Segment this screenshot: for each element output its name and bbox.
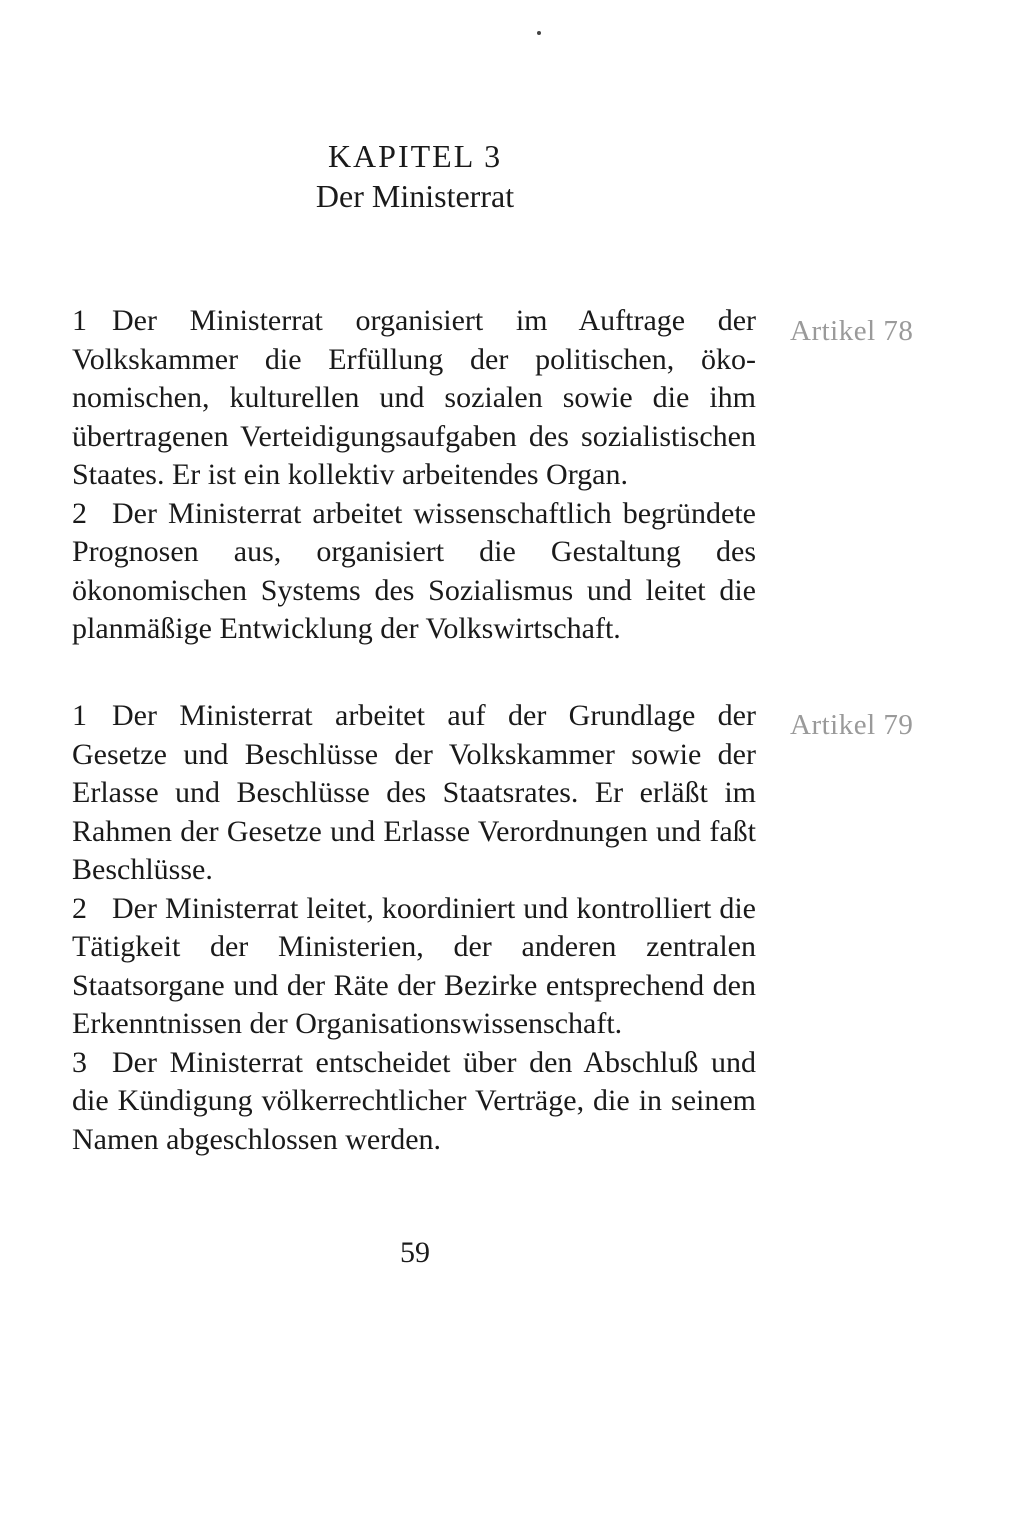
article-label-78: Artikel 78 xyxy=(790,315,914,347)
paragraph-text: Der Ministerrat arbeitet auf der Grundlage der Gesetze und Beschlüsse der Volkskammer sowie der Erlasse und Beschlüsse des Staatsrates. Er erläßt im Rahmen der Gesetze und Erlasse Verordnungen und faßt Beschlüsse. xyxy=(72,699,756,886)
article-paragraph xyxy=(72,302,756,495)
article-paragraph xyxy=(72,1044,756,1160)
page-number: 59 xyxy=(400,1236,430,1269)
article-79 xyxy=(72,697,756,1159)
article-paragraph xyxy=(72,697,756,890)
article-label-79: Artikel 79 xyxy=(790,709,914,741)
paragraph-text: Der Ministerrat arbeitet wissenschaftlich begründete Prognosen aus, organisiert die Gestaltung des ökonomischen Systems des Sozialismus und leitet die planmäßige Entwicklung der Volkswirtschaft. xyxy=(72,496,756,645)
paragraph-number: 3 xyxy=(72,1045,87,1079)
article-paragraph xyxy=(72,495,756,649)
chapter-title: KAPITEL 3 xyxy=(327,138,503,174)
paragraph-text: Der Ministerrat organisiert im Auftrage der Volkskammer die Erfüllung der politischen, ökonomischen, kulturellen und sozialen sowie die ihm übertragenen Verteidigungsaufgaben des sozialistischen Staates. Er ist ein kollektiv arbeitendes Organ. xyxy=(72,304,756,491)
chapter-subtitle: Der Ministerrat xyxy=(315,178,515,214)
article-78 xyxy=(72,302,756,649)
paragraph-number: 1 xyxy=(72,304,87,337)
ink-speck xyxy=(537,31,541,35)
chapter-heading xyxy=(72,136,758,216)
paragraph-number: 1 xyxy=(72,699,87,732)
paragraph-number: 2 xyxy=(72,891,87,925)
paragraph-text: Der Ministerrat leitet, koordiniert und kontrolliert die Tätigkeit der Ministerien, der anderen zentralen Staatsorgane und der Räte der Bezirke entsprechend den Erkenntnissen der Organisationswissenschaft. xyxy=(72,891,756,1040)
paragraph-number: 2 xyxy=(72,496,87,530)
article-paragraph xyxy=(72,890,756,1044)
paragraph-text: Der Ministerrat entscheidet über den Abschluß und die Kündigung völkerrechtlicher Verträge, die in seinem Namen abgeschlossen werden. xyxy=(72,1045,756,1156)
